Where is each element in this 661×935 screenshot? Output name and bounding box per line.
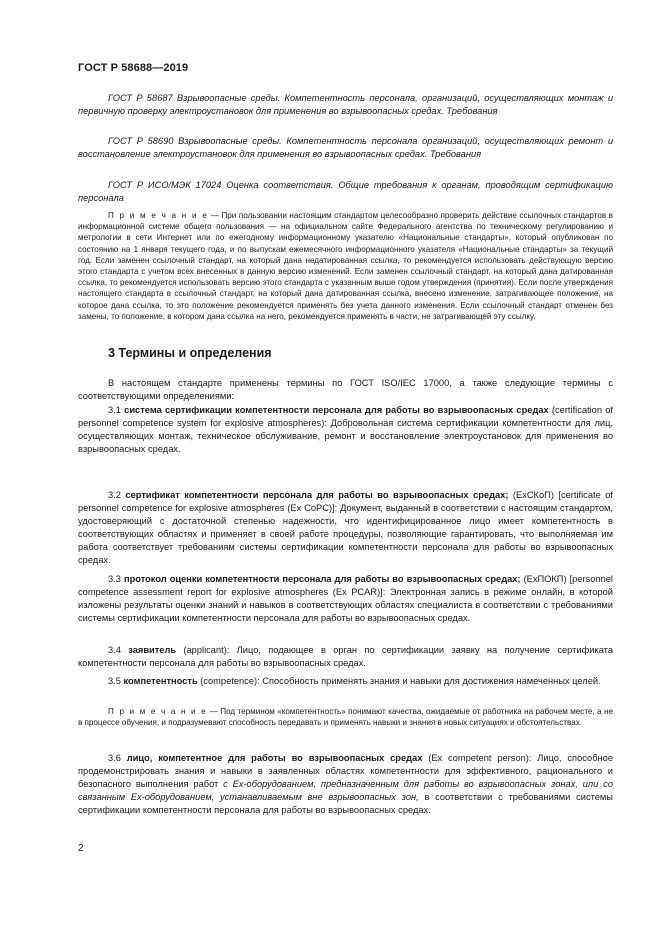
term-name: сертификат компетентности персонала для работы во взрывоопасных средах; <box>125 490 509 500</box>
note-competence <box>78 706 613 728</box>
term-name: компетентность <box>123 676 198 686</box>
term-name: система сертификации компетентности персонала для работы во взрывоопасных средах <box>124 405 549 415</box>
term-definition: (certification of personnel competence system for explosive atmospheres): Добровольная система сертификации компетентности для лиц, осуществляющих монтаж, техническое обслуживание, ремонт и восстановление электроустановок для применения во взрывоопасных средах. <box>78 405 613 454</box>
term-3-3 <box>78 573 613 625</box>
section-intro: В настоящем стандарте применены термины по ГОСТ ISO/IEC 17000, а также следующие термины с соответствующими определениями: <box>78 378 613 401</box>
note-label: П р и м е ч а н и е <box>108 707 208 716</box>
term-number: 3.1 <box>108 405 121 415</box>
section-title: 3 Термины и определения <box>108 346 272 360</box>
normative-reference-58690: ГОСТ Р 58690 Взрывоопасные среды. Компетентность персонала организаций, осуществляющих ремонт и восстановление электроустановок для применения во взрывоопасных средах. Требования <box>78 136 613 159</box>
note-label: П р и м е ч а н и е <box>108 211 209 220</box>
term-definition: (ЕхПОКП) [personnel competence assessment report for explosive atmospheres (Ex PCAR)]: Электронная запись в режиме онлайн, в которой изложены результаты оценки знаний и навыков в соответствующих областях специалиста в соответствии с требованиями системы сертификации компетентности персонала для работы во взрывоопасных средах. <box>78 574 614 623</box>
normative-reference-17024: ГОСТ Р ИСО/МЭК 17024 Оценка соответствия. Общие требования к органам, проводящим сертификацию персонала <box>78 180 613 203</box>
term-definition: (ЕхСКоП) [certificate of personnel competence for explosive atmospheres (Ex CoPC)]: Документ, выданный в соответствии с настоящим стандартом, удостоверяющий с достаточной степенью надежности, что идентифицированное лицо имеет компетентность в соответствующих областях и применяет в своей работе процедуры, позволяющие гарантировать, что выполняемая им работа соответствует требованиям системы сертификации компетентности персонала для работы во взрывоопасных средах. <box>78 490 613 565</box>
term-definition: (competence): Способность применять знания и навыки для достижения намеченных целей. <box>197 676 601 686</box>
note-text: — Под термином «компетентность» понимают качества, ожидаемые от работника на рабочем месте, а не в процессе обучения, и подразумевают способность передавать и применять навыки и знания в новых ситуациях и обстоятельствах. <box>78 707 613 728</box>
term-name: заявитель <box>128 645 177 655</box>
term-number: 3.4 <box>108 645 121 655</box>
term-3-5 <box>78 675 613 688</box>
term-number: 3.5 <box>108 676 121 686</box>
term-name: протокол оценки компетентности персонала для работы во взрывоопасных средах; <box>123 574 521 584</box>
term-3-4 <box>78 644 613 670</box>
note-text: — При пользовании настоящим стандартом целесообразно проверить действие ссылочных стандартов в информационной системе общего пользования — на официальном сайте Федерального агентства по техническому регулированию и метрологии в сети Интернет или по ежегодному информационному указателю «Национальные стандарты», который опубликован по состоянию на 1 января текущего года, и по выпускам ежемесячного информационного указателя «Национальные стандарты» за текущий год. Если заменен ссылочный стандарт, на который дана недатированная ссылка, то рекомендуется использовать действующую версию этого стандарта с учетом всех внесенных в данную версию изменений. Если заменен ссылочный стандарт, на который дана датированная ссылка, то рекомендуется использовать версию этого стандарта с указанным выше годом утверждения (принятия). Если после утверждения настоящего стандарта в ссылочный стандарт, на который дана датированная ссылка, внесено изменение, затрагивающее положение, на которое дана ссылка, то это положение рекомендуется применять без учета данного изменения. Если ссылочный стандарт отменен без замены, то положение, в котором дана ссылка на него, рекомендуется применять в части, не затрагивающей эту ссылку. <box>78 211 613 321</box>
term-3-2 <box>78 489 613 567</box>
term-name: лицо, компетентное для работы во взрывоопасных средах <box>126 753 423 763</box>
document-header: ГОСТ Р 58688—2019 <box>78 62 189 74</box>
term-number: 3.6 <box>108 753 121 763</box>
term-definition: (applicant): Лицо, подающее в орган по сертификации заявку на получение сертификата компетентности персонала для работы во взрывоопасных средах. <box>78 645 613 668</box>
term-3-1 <box>78 404 613 456</box>
note-referenced-standards <box>78 210 613 322</box>
term-number: 3.3 <box>108 574 121 584</box>
normative-reference-58687: ГОСТ Р 58687 Взрывоопасные среды. Компетентность персонала, организаций, осуществляющих монтаж и первичную проверку электроустановок для применения во взрывоопасных средах. Требования <box>78 93 613 116</box>
term-3-6 <box>78 752 613 817</box>
term-definition-italic: с Ex-оборудованием, предназначенным для работы во взрывоопасных зонах, или со связанным Ex-оборудованием, устанавливаемым вне взрывоопасных зон, <box>78 779 613 802</box>
term-definition: (Ex competent person): Лицо, способное продемонстрировать знания и навыки в заявленных областях компетентности для эффективного, рационального и безопасного выполнения работ <box>78 753 613 789</box>
term-number: 3.2 <box>108 490 121 500</box>
term-definition-end: в соответствии с требованиями системы сертификации компетентности персонала для работы во взрывоопасных средах. <box>78 792 613 815</box>
page-number: 2 <box>78 843 84 854</box>
